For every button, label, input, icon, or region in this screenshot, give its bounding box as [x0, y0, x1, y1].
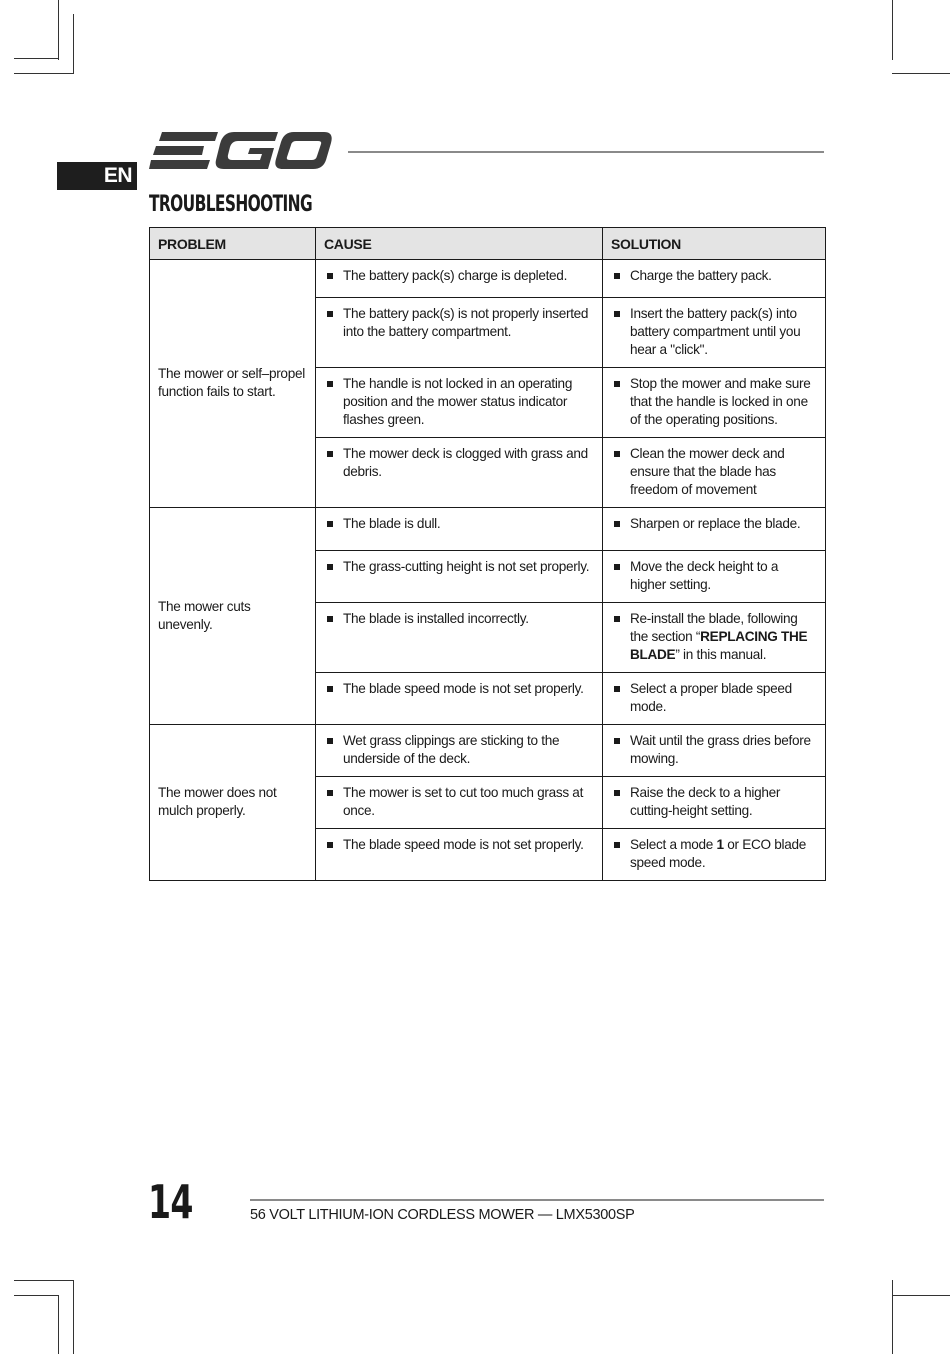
cause-text: The battery pack(s) charge is depleted.: [343, 268, 568, 283]
solution-text-part: Re-install the blade, following the section “: [630, 611, 798, 644]
cause-cell: [316, 368, 603, 438]
solution-cell: [603, 260, 826, 298]
solution-text: Clean the mower deck and ensure that the blade has freedom of movement: [630, 446, 785, 497]
header-rule: [348, 151, 824, 153]
table-row: [150, 508, 826, 551]
bullet-icon: [327, 521, 333, 527]
bullet-icon: [327, 381, 333, 387]
problem-cell: The mower does not mulch properly.: [150, 725, 316, 881]
solution-text: Select a proper blade speed mode.: [630, 681, 792, 714]
mode-number: 1: [716, 837, 724, 852]
solution-text: Sharpen or replace the blade.: [630, 516, 801, 531]
problem-header: PROBLEM: [150, 228, 316, 260]
solution-text-part: Select a mode: [630, 837, 717, 852]
bullet-icon: [614, 273, 620, 279]
solution-text-part: ” in this manual.: [675, 647, 767, 662]
solution-text: [630, 610, 815, 664]
troubleshooting-table: [149, 227, 826, 881]
bullet-icon: [327, 842, 333, 848]
cause-text: The battery pack(s) is not properly inserted into the battery compartment.: [343, 306, 589, 339]
cause-cell: [316, 298, 603, 368]
solution-text-part: or ECO blade speed mode.: [630, 837, 806, 870]
problem-cell: The mower or self–propel function fails to start.: [150, 260, 316, 508]
solution-cell: [603, 368, 826, 438]
crop-mark: [73, 1280, 74, 1354]
bullet-icon: [614, 381, 620, 387]
crop-mark: [14, 58, 58, 59]
cause-header: CAUSE: [316, 228, 603, 260]
solution-text: Insert the battery pack(s) into battery compartment until you hear a "click".: [630, 306, 801, 357]
cause-cell: [316, 829, 603, 881]
solution-text: Raise the deck to a higher cutting-height setting.: [630, 785, 781, 818]
bullet-icon: [327, 451, 333, 457]
crop-mark: [58, 0, 59, 60]
manual-section-ref: REPLACING THE BLADE: [630, 629, 808, 662]
bullet-icon: [614, 790, 620, 796]
solution-text: Charge the battery pack.: [630, 268, 772, 283]
crop-mark: [14, 73, 74, 74]
cause-cell: [316, 777, 603, 829]
bullet-icon: [327, 273, 333, 279]
solution-cell: [603, 438, 826, 508]
crop-mark: [892, 73, 950, 74]
bullet-icon: [614, 564, 620, 570]
bullet-icon: [327, 790, 333, 796]
cause-text: The grass-cutting height is not set properly.: [343, 559, 590, 574]
table-row: [150, 725, 826, 777]
crop-mark: [892, 1280, 893, 1354]
crop-mark: [14, 1295, 58, 1296]
solution-cell: [603, 673, 826, 725]
table-row: [150, 260, 826, 298]
cause-cell: [316, 508, 603, 551]
solution-header: SOLUTION: [603, 228, 826, 260]
page-number: 14: [148, 1175, 193, 1229]
cause-text: The handle is not locked in an operating position and the mower status indicator flashes green.: [343, 376, 573, 427]
bullet-icon: [614, 311, 620, 317]
crop-mark: [73, 14, 74, 74]
product-line: 56 VOLT LITHIUM-ION CORDLESS MOWER — LMX5300SP: [250, 1207, 635, 1223]
language-code: EN: [103, 164, 132, 187]
bullet-icon: [614, 738, 620, 744]
cause-text: The blade speed mode is not set properly.: [343, 681, 584, 696]
table-header-row: [150, 228, 826, 260]
cause-cell: [316, 673, 603, 725]
cause-text: The mower is set to cut too much grass at once.: [343, 785, 584, 818]
section-title: TROUBLESHOOTING: [149, 192, 313, 217]
cause-cell: [316, 438, 603, 508]
ego-logo: [148, 128, 332, 174]
bullet-icon: [614, 842, 620, 848]
crop-mark: [14, 1280, 74, 1281]
bullet-icon: [327, 311, 333, 317]
cause-text: The blade speed mode is not set properly.: [343, 837, 584, 852]
crop-mark: [892, 1295, 950, 1296]
solution-cell: [603, 508, 826, 551]
crop-mark: [58, 1295, 59, 1354]
bullet-icon: [327, 564, 333, 570]
solution-text: Move the deck height to a higher setting.: [630, 559, 779, 592]
bullet-icon: [614, 521, 620, 527]
cause-cell: [316, 725, 603, 777]
crop-mark: [892, 0, 893, 60]
solution-cell: [603, 298, 826, 368]
problem-cell: The mower cuts unevenly.: [150, 508, 316, 725]
solution-cell: [603, 551, 826, 603]
cause-text: Wet grass clippings are sticking to the underside of the deck.: [343, 733, 560, 766]
solution-cell: [603, 603, 826, 673]
bullet-icon: [614, 686, 620, 692]
bullet-icon: [327, 616, 333, 622]
solution-cell: [603, 725, 826, 777]
cause-text: The blade is installed incorrectly.: [343, 611, 529, 626]
solution-text: Stop the mower and make sure that the handle is locked in one of the operating positions.: [630, 376, 811, 427]
cause-text: The blade is dull.: [343, 516, 441, 531]
footer-rule: [250, 1199, 824, 1201]
cause-cell: [316, 260, 603, 298]
cause-cell: [316, 551, 603, 603]
bullet-icon: [327, 686, 333, 692]
cause-text: The mower deck is clogged with grass and debris.: [343, 446, 588, 479]
cause-cell: [316, 603, 603, 673]
bullet-icon: [327, 738, 333, 744]
solution-cell: [603, 829, 826, 881]
bullet-icon: [614, 451, 620, 457]
language-tab: [57, 162, 137, 190]
bullet-icon: [614, 616, 620, 622]
solution-text: [630, 836, 815, 872]
solution-text: Wait until the grass dries before mowing.: [630, 733, 811, 766]
solution-cell: [603, 777, 826, 829]
